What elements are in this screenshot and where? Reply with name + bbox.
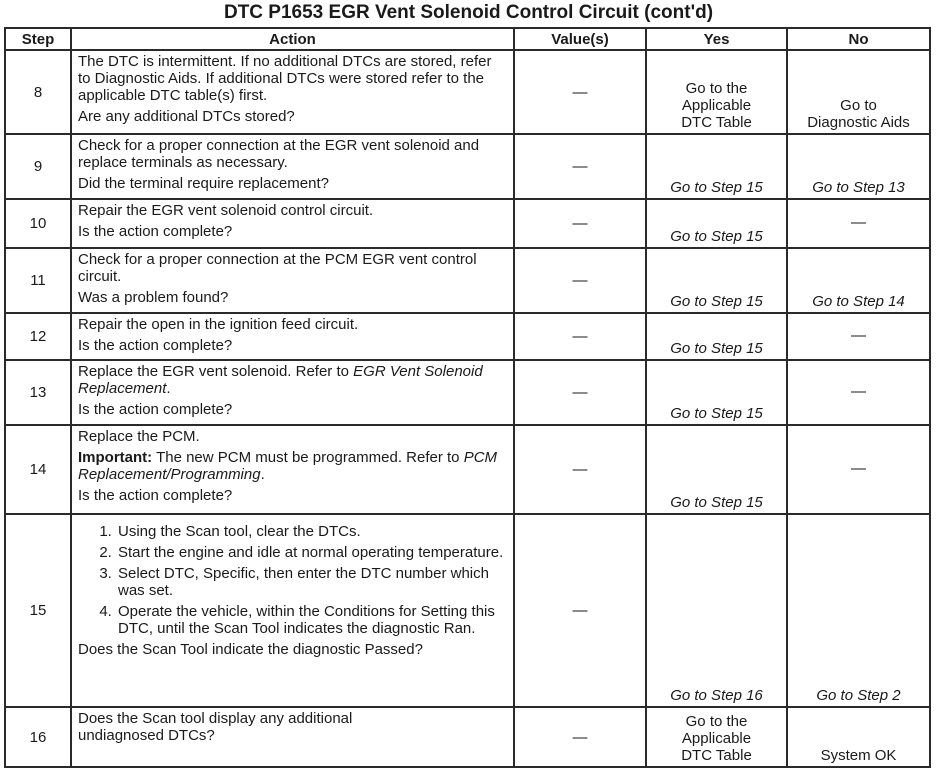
step-number: 8 [5, 50, 71, 134]
table-row-step-16 [5, 707, 930, 767]
yes-cell [646, 50, 787, 134]
action-cell [71, 313, 514, 360]
value-cell: — [514, 248, 646, 313]
action-cell [71, 199, 514, 248]
yes-cell: Go to Step 15 [646, 199, 787, 248]
yes-line: Applicable [681, 730, 752, 747]
yes-cell: Go to Step 15 [646, 248, 787, 313]
action-cell [71, 514, 514, 707]
table-row-step-15 [5, 514, 930, 707]
action-cell [71, 248, 514, 313]
table-row-step-9 [5, 134, 930, 199]
action-text: Repair the EGR vent solenoid control circuit. [78, 202, 374, 219]
no-cell: — [787, 313, 930, 360]
yes-cell: Go to Step 16 [646, 514, 787, 707]
yes-cell: Go to Step 15 [646, 360, 787, 425]
action-question: Does the Scan tool display any additional undiagnosed DTCs? [78, 710, 353, 744]
value-cell: — [514, 50, 646, 134]
no-cell [787, 50, 930, 134]
no-cell: Go to Step 13 [787, 134, 930, 199]
action-text: Repair the open in the ignition feed circuit. [78, 316, 359, 333]
step-number: 13 [5, 360, 71, 425]
page-title: DTC P1653 EGR Vent Solenoid Control Circuit (cont'd) [223, 2, 714, 23]
table-row-step-14 [5, 425, 930, 514]
action-text-suffix: . [166, 380, 171, 397]
yes-cell [646, 707, 787, 767]
table-row-step-12 [5, 313, 930, 360]
action-question: Is the action complete? [78, 223, 233, 240]
no-cell: Go to Step 14 [787, 248, 930, 313]
yes-cell: Go to Step 15 [646, 313, 787, 360]
no-cell: — [787, 425, 930, 514]
action-cell [71, 50, 514, 134]
header-yes: Yes [646, 28, 787, 50]
yes-line: DTC Table [681, 747, 752, 764]
important-suffix: . [260, 466, 265, 483]
yes-line: Applicable [681, 97, 752, 114]
diagnostic-table [4, 27, 931, 768]
action-text [78, 363, 507, 397]
action-text: Check for a proper connection at the EGR vent solenoid and replace terminals as necessary. [78, 137, 480, 171]
header-no: No [787, 28, 930, 50]
step-number: 9 [5, 134, 71, 199]
header-action: Action [71, 28, 514, 50]
value-cell: — [514, 514, 646, 707]
action-question: Does the Scan Tool indicate the diagnostic Passed? [78, 641, 423, 658]
action-cell [71, 360, 514, 425]
value-cell: — [514, 199, 646, 248]
action-text: Replace the PCM. [78, 428, 200, 445]
procedure-step: 3. Select DTC, Specific, then enter the DTC number which was set. [116, 565, 507, 599]
yes-cell: Go to Step 15 [646, 134, 787, 199]
table-header-row [5, 28, 930, 50]
action-cell [71, 134, 514, 199]
step-number: 12 [5, 313, 71, 360]
step-number: 10 [5, 199, 71, 248]
procedure-step: 2. Start the engine and idle at normal operating temperature. [116, 544, 507, 561]
action-text: Check for a proper connection at the PCM EGR vent control circuit. [78, 251, 477, 285]
yes-line: DTC Table [681, 114, 752, 131]
procedure-step: 4. Operate the vehicle, within the Conditions for Setting this DTC, until the Scan Tool indicates the diagnostic Ran. [116, 603, 507, 637]
table-row-step-11 [5, 248, 930, 313]
no-cell: — [787, 360, 930, 425]
header-step: Step [5, 28, 71, 50]
important-text: The new PCM must be programmed. Refer to [152, 449, 464, 466]
no-line: Go to [840, 97, 877, 114]
action-text-prefix: Replace the EGR vent solenoid. Refer to [78, 363, 354, 380]
step-number: 11 [5, 248, 71, 313]
yes-line: Go to the [685, 713, 748, 730]
value-cell: — [514, 134, 646, 199]
reference-link: EGR Vent Solenoid Replacement [78, 363, 483, 397]
no-line: Diagnostic Aids [807, 114, 910, 131]
step-number: 15 [5, 514, 71, 707]
step-number: 14 [5, 425, 71, 514]
value-cell: — [514, 313, 646, 360]
table-row-step-8 [5, 50, 930, 134]
important-note [78, 449, 507, 483]
action-cell [71, 707, 514, 767]
action-question: Was a problem found? [78, 289, 229, 306]
value-cell: — [514, 425, 646, 514]
no-cell: — [787, 199, 930, 248]
value-cell: — [514, 707, 646, 767]
yes-cell: Go to Step 15 [646, 425, 787, 514]
action-question: Is the action complete? [78, 337, 233, 354]
procedure-list [78, 523, 507, 637]
important-label: Important: [78, 449, 153, 466]
no-cell: Go to Step 2 [787, 514, 930, 707]
step-number: 16 [5, 707, 71, 767]
value-cell: — [514, 360, 646, 425]
action-question: Is the action complete? [78, 401, 233, 418]
action-question: Are any additional DTCs stored? [78, 108, 295, 125]
action-text: The DTC is intermittent. If no additional DTCs are stored, refer to Diagnostic Aids. If additional DTCs were stored refer to the applicable DTC table(s) first. [78, 53, 492, 104]
action-cell [71, 425, 514, 514]
procedure-step: 1. Using the Scan tool, clear the DTCs. [116, 523, 507, 540]
action-question: Did the terminal require replacement? [78, 175, 329, 192]
yes-line: Go to the [685, 80, 748, 97]
reference-link: PCM Replacement/Programming [78, 449, 498, 483]
header-value: Value(s) [514, 28, 646, 50]
table-row-step-13 [5, 360, 930, 425]
action-question: Is the action complete? [78, 487, 233, 504]
table-row-step-10 [5, 199, 930, 248]
no-cell: System OK [787, 707, 930, 767]
